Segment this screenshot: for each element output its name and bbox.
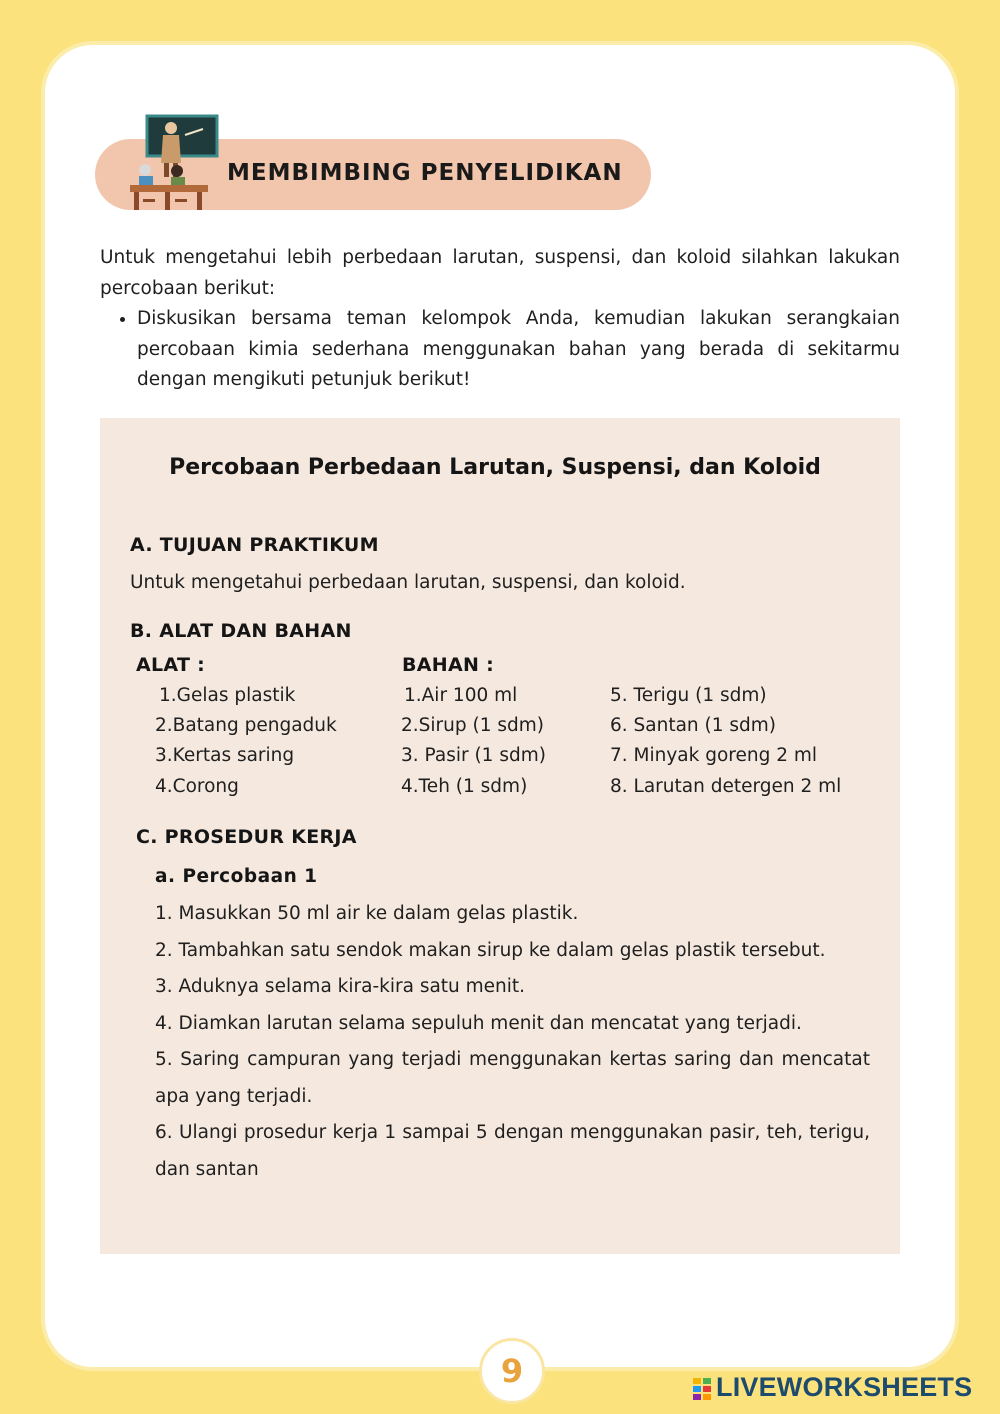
liveworksheets-logo-icon	[693, 1378, 711, 1400]
section-c-heading: C. PROSEDUR KERJA	[136, 826, 357, 848]
procedure-step: 6. Ulangi prosedur kerja 1 sampai 5 dengan menggunakan pasir, teh, terigu, dan santan	[155, 1122, 870, 1180]
alat-label: ALAT :	[136, 654, 206, 676]
bahan-list-1	[401, 681, 546, 802]
procedure-step: 5. Saring campuran yang terjadi menggunakan kertas saring dan mencatat apa yang terjadi.	[155, 1049, 870, 1107]
list-item: 6. Santan (1 sdm)	[610, 715, 777, 737]
alat-list	[155, 681, 337, 802]
page-number-badge	[479, 1338, 545, 1404]
intro-bullet-list	[100, 304, 900, 396]
procedure-steps	[155, 896, 870, 1188]
list-item: 7. Minyak goreng 2 ml	[610, 745, 818, 767]
experiment-title: Percobaan Perbedaan Larutan, Suspensi, dan Koloid	[169, 455, 821, 480]
procedure-step: 3. Aduknya selama kira-kira satu menit.	[155, 976, 526, 997]
list-item: 3. Pasir (1 sdm)	[401, 745, 546, 767]
percobaan-subheading: a. Percobaan 1	[155, 866, 318, 887]
page-number: 9	[500, 1352, 524, 1390]
list-item: 8. Larutan detergen 2 ml	[610, 775, 842, 797]
intro-paragraph: Untuk mengetahui lebih perbedaan larutan, suspensi, dan koloid silahkan lakukan percobaan berikut:	[100, 247, 900, 299]
list-item: 2.Sirup (1 sdm)	[401, 715, 544, 737]
intro-bullet-item: • Diskusikan bersama teman kelompok Anda, kemudian lakukan serangkaian percobaan kimia sederhana menggunakan bahan yang berada di sekitarmu dengan mengikuti petunjuk berikut!	[137, 304, 900, 396]
liveworksheets-brand[interactable]: LIVEWORKSHEETS	[716, 1372, 973, 1402]
section-b-heading: B. ALAT DAN BAHAN	[130, 620, 352, 642]
list-item: 2.Batang pengaduk	[155, 715, 337, 737]
teacher-classroom-icon	[125, 113, 225, 213]
procedure-step: 1. Masukkan 50 ml air ke dalam gelas plastik.	[155, 903, 579, 924]
list-item: 3.Kertas saring	[155, 745, 295, 767]
section-title: MEMBIMBING PENYELIDIKAN	[227, 160, 623, 186]
list-item: 1.Air 100 ml	[404, 685, 518, 706]
bahan-list-2	[610, 681, 841, 802]
section-a-text: Untuk mengetahui perbedaan larutan, suspensi, dan koloid.	[130, 572, 686, 593]
list-item: 4.Teh (1 sdm)	[401, 775, 528, 797]
procedure-step: 4. Diamkan larutan selama sepuluh menit dan mencatat yang terjadi.	[155, 1012, 802, 1034]
bahan-label: BAHAN :	[402, 654, 495, 676]
list-item: 5. Terigu (1 sdm)	[610, 685, 767, 706]
procedure-step: 2. Tambahkan satu sendok makan sirup ke dalam gelas plastik tersebut.	[155, 939, 826, 961]
intro-text	[100, 243, 900, 396]
list-item: 1.Gelas plastik	[159, 685, 296, 706]
list-item: 4.Corong	[155, 775, 239, 797]
section-a-heading: A. TUJUAN PRAKTIKUM	[130, 534, 379, 556]
